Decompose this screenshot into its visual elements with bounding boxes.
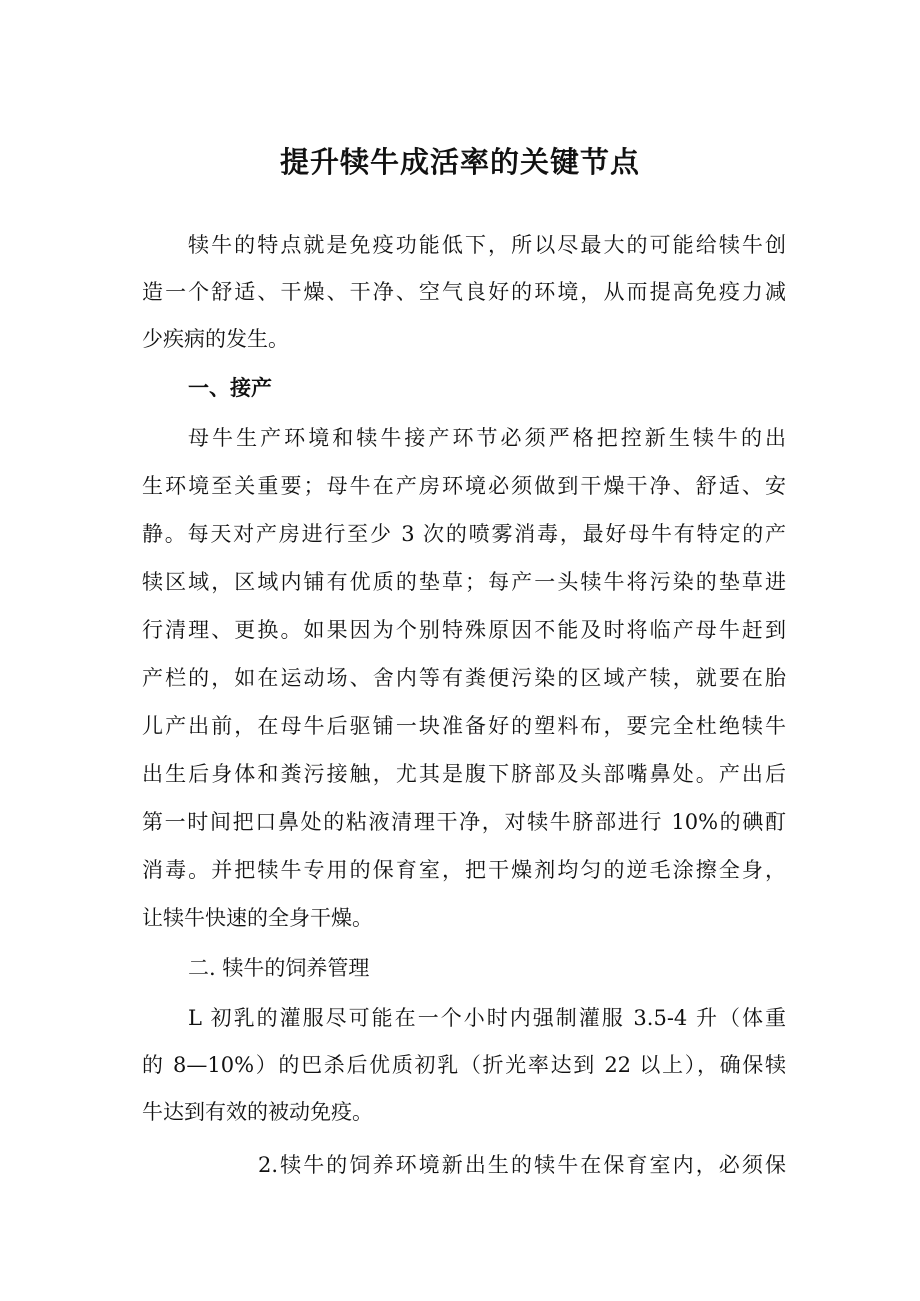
- section1-line: 儿产出前，在母牛后驱铺一块准备好的塑料布，要完全杜绝犊牛: [142, 714, 786, 738]
- document-title: 提升犊牛成活率的关键节点: [279, 145, 640, 179]
- section2-line: 2.犊牛的饲养环境新出生的犊牛在保育室内，必须保: [258, 1153, 786, 1177]
- intro-line: 少疾病的发生。: [142, 327, 289, 351]
- section1-line: 母牛生产环境和犊牛接产环节必须严格把控新生犊牛的出: [188, 426, 786, 450]
- section-heading-feeding: 二. 犊牛的饲养管理: [188, 956, 370, 980]
- section-heading-delivery: 一、接产: [188, 376, 272, 400]
- section1-line: 消毒。并把犊牛专用的保育室，把干燥剂均匀的逆毛涂擦全身，: [142, 858, 786, 882]
- section1-line: 生环境至关重要；母牛在产房环境必须做到干燥干净、舒适、安: [142, 474, 786, 498]
- section1-line: 静。每天对产房进行至少 3 次的喷雾消毒，最好母牛有特定的产: [142, 522, 786, 546]
- section1-line: 产栏的，如在运动场、舍内等有粪便污染的区域产犊，就要在胎: [142, 666, 786, 690]
- section1-line: 犊区域，区域内铺有优质的垫草；每产一头犊牛将污染的垫草进: [142, 570, 786, 594]
- section1-line: 让犊牛快速的全身干燥。: [142, 906, 373, 930]
- section1-line: 行清理、更换。如果因为个别特殊原因不能及时将临产母牛赶到: [142, 618, 786, 642]
- intro-line: 犊牛的特点就是免疫功能低下，所以尽最大的可能给犊牛创: [188, 233, 786, 257]
- section2-line: 牛达到有效的被动免疫。: [142, 1100, 373, 1124]
- section2-line: L 初乳的灌服尽可能在一个小时内强制灌服 3.5-4 升（体重: [188, 1006, 786, 1030]
- intro-line: 造一个舒适、干燥、干净、空气良好的环境，从而提高免疫力减: [142, 280, 786, 304]
- section2-line: 的 8—10%）的巴杀后优质初乳（折光率达到 22 以上），确保犊: [142, 1053, 786, 1077]
- section1-line: 第一时间把口鼻处的粘液清理干净，对犊牛脐部进行 10%的碘酊: [142, 810, 786, 834]
- section1-line: 出生后身体和粪污接触，尤其是腹下脐部及头部嘴鼻处。产出后: [142, 762, 786, 786]
